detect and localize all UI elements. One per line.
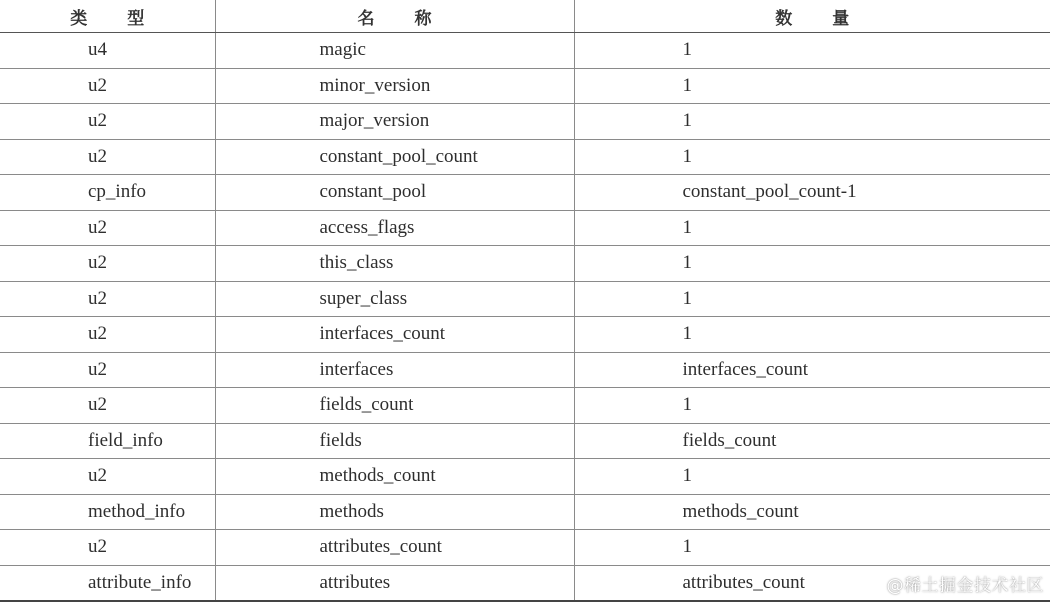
table-row (0, 104, 1050, 140)
cell-name: access_flags (215, 210, 574, 246)
cell-count: 1 (574, 459, 1050, 495)
cell-name: attributes_count (215, 530, 574, 566)
header-count: 数 量 (574, 0, 1050, 33)
table-row (0, 459, 1050, 495)
cell-count: interfaces_count (574, 352, 1050, 388)
cell-count: 1 (574, 317, 1050, 353)
cell-name: constant_pool (215, 175, 574, 211)
cell-count: attributes_count (574, 565, 1050, 601)
cell-type: u2 (0, 139, 215, 175)
table-row (0, 210, 1050, 246)
table-row (0, 175, 1050, 211)
cell-type: u2 (0, 530, 215, 566)
cell-name: constant_pool_count (215, 139, 574, 175)
cell-name: magic (215, 33, 574, 69)
table-row (0, 352, 1050, 388)
cell-name: super_class (215, 281, 574, 317)
cell-name: this_class (215, 246, 574, 282)
cell-type: u2 (0, 246, 215, 282)
cell-type: u2 (0, 210, 215, 246)
cell-count: 1 (574, 246, 1050, 282)
cell-type: u2 (0, 317, 215, 353)
header-type: 类 型 (0, 0, 215, 33)
cell-count: fields_count (574, 423, 1050, 459)
cell-name: fields_count (215, 388, 574, 424)
cell-count: constant_pool_count-1 (574, 175, 1050, 211)
header-name: 名 称 (215, 0, 574, 33)
cell-type: field_info (0, 423, 215, 459)
cell-name: methods (215, 494, 574, 530)
cell-type: u2 (0, 104, 215, 140)
cell-count: 1 (574, 210, 1050, 246)
table-row (0, 388, 1050, 424)
cell-type: u2 (0, 459, 215, 495)
cell-name: interfaces (215, 352, 574, 388)
cell-type: u2 (0, 68, 215, 104)
cell-name: methods_count (215, 459, 574, 495)
table-row (0, 317, 1050, 353)
cell-count: 1 (574, 33, 1050, 69)
table-row (0, 139, 1050, 175)
cell-type: method_info (0, 494, 215, 530)
cell-type: u2 (0, 352, 215, 388)
table-row (0, 494, 1050, 530)
cell-name: attributes (215, 565, 574, 601)
table-row (0, 246, 1050, 282)
table-row (0, 33, 1050, 69)
watermark-text: @稀土掘金技术社区 (886, 576, 1044, 596)
cell-count: 1 (574, 68, 1050, 104)
cell-type: u2 (0, 281, 215, 317)
table-row (0, 68, 1050, 104)
table-header-row (0, 0, 1050, 33)
cell-name: fields (215, 423, 574, 459)
cell-count: 1 (574, 530, 1050, 566)
cell-count: 1 (574, 139, 1050, 175)
table-row (0, 423, 1050, 459)
cell-name: minor_version (215, 68, 574, 104)
cell-name: major_version (215, 104, 574, 140)
cell-type: cp_info (0, 175, 215, 211)
cell-name: interfaces_count (215, 317, 574, 353)
cell-type: u4 (0, 33, 215, 69)
cell-count: 1 (574, 388, 1050, 424)
cell-count: 1 (574, 104, 1050, 140)
cell-type: attribute_info (0, 565, 215, 601)
cell-count: 1 (574, 281, 1050, 317)
cell-type: u2 (0, 388, 215, 424)
table-row (0, 281, 1050, 317)
cell-count: methods_count (574, 494, 1050, 530)
table-row (0, 530, 1050, 566)
